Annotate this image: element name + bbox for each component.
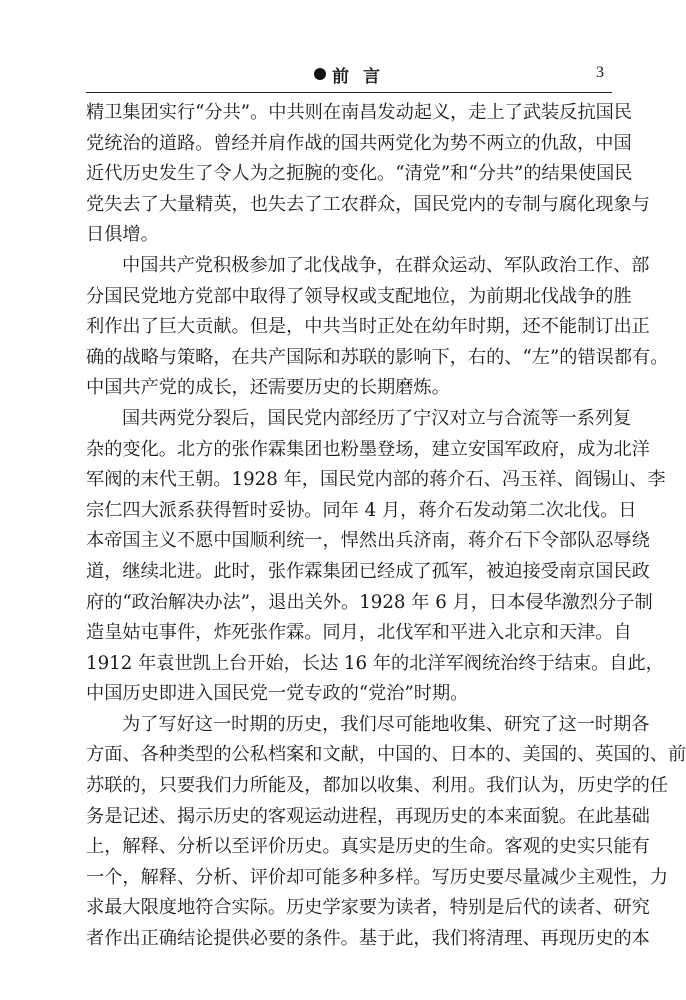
text-line: 近代历史发生了令人为之扼腕的变化。“清党”和“分共”的结果使国民 (86, 163, 633, 185)
header-rule (86, 92, 612, 93)
text-line: 府的“政治解决办法”，退出关外。1928 年 6 月，日本侵华激烈分子制 (86, 591, 653, 613)
text-line: 党失去了大量精英，也失去了工农群众，国民党内的专制与腐化现象与 (86, 193, 650, 215)
text-line: 精卫集团实行“分共”。中共则在南昌发动起义，走上了武装反抗国民 (86, 102, 633, 123)
bullet-icon (314, 68, 326, 80)
text-line: 中国历史即进入国民党一党专政的“党治”时期。 (86, 683, 469, 705)
text-line: 上，解释、分析以至评价历史。真实是历史的生命。客观的史实只能有 (86, 836, 650, 858)
text-line: 日俱增。 (86, 224, 159, 246)
page-body (86, 98, 686, 955)
text-line: 本帝国主义不愿中国顺利统一，悍然出兵济南，蒋介石下令部队忍辱绕 (86, 530, 650, 552)
text-line: 杂的变化。北方的张作霖集团也粉墨登场，建立安国军政府，成为北洋 (86, 438, 650, 460)
text-line: 党统治的道路。曾经并肩作战的国共两党化为势不两立的仇敌，中国 (86, 132, 632, 154)
text-line: 者作出正确结论提供必要的条件。基于此，我们将清理、再现历史的本 (86, 928, 650, 950)
text-line: 确的战略与策略，在共产国际和苏联的影响下，右的、“左”的错误都有。 (86, 346, 669, 368)
text-line: 分国民党地方党部中取得了领导权或支配地位，为前期北伐战争的胜 (86, 285, 632, 307)
text-line: 宗仁四大派系获得暂时妥协。同年 4 月，蒋介石发动第二次北伐。日 (86, 499, 637, 521)
page-number: 3 (596, 64, 604, 81)
text-line: 中国共产党的成长，还需要历史的长期磨炼。 (86, 377, 450, 399)
text-line: 为了写好这一时期的历史，我们尽可能地收集、研究了这一时期各 (122, 713, 650, 735)
running-header (86, 62, 610, 90)
text-line: 利作出了巨大贡献。但是，中共当时正处在幼年时期，还不能制订出正 (86, 316, 650, 338)
text-line: 求最大限度地符合实际。历史学家要为读者，特别是后代的读者、研究 (86, 897, 650, 919)
text-line: 军阀的末代王朝。1928 年，国民党内部的蒋介石、冯玉祥、阎锡山、李 (86, 469, 666, 491)
text-line: 中国共产党积极参加了北伐战争，在群众运动、军队政治工作、部 (122, 254, 650, 276)
text-line: 道，继续北进。此时，张作霖集团已经成了孤军，被迫接受南京国民政 (86, 560, 650, 582)
text-line: 一个，解释、分析、评价却可能多种多样。写历史要尽量减少主观性，力 (86, 866, 669, 888)
text-line: 造皇姑屯事件，炸死张作霖。同月，北伐军和平进入北京和天津。自 (86, 622, 632, 644)
text-line: 苏联的，只要我们力所能及，都加以收集、利用。我们认为，历史学的任 (86, 775, 669, 797)
text-line: 国共两党分裂后，国民党内部经历了宁汉对立与合流等一系列复 (122, 407, 632, 429)
text-line: 1912 年袁世凯上台开始，长达 16 年的北洋军阀统治终于结束。自此， (86, 652, 664, 674)
text-line: 务是记述、揭示历史的客观运动进程，再现历史的本来面貌。在此基础 (86, 805, 650, 827)
page-title: 前言 (332, 67, 394, 87)
text-line: 方面、各种类型的公私档案和文献，中国的、日本的、美国的、英国的、前 (86, 744, 686, 766)
